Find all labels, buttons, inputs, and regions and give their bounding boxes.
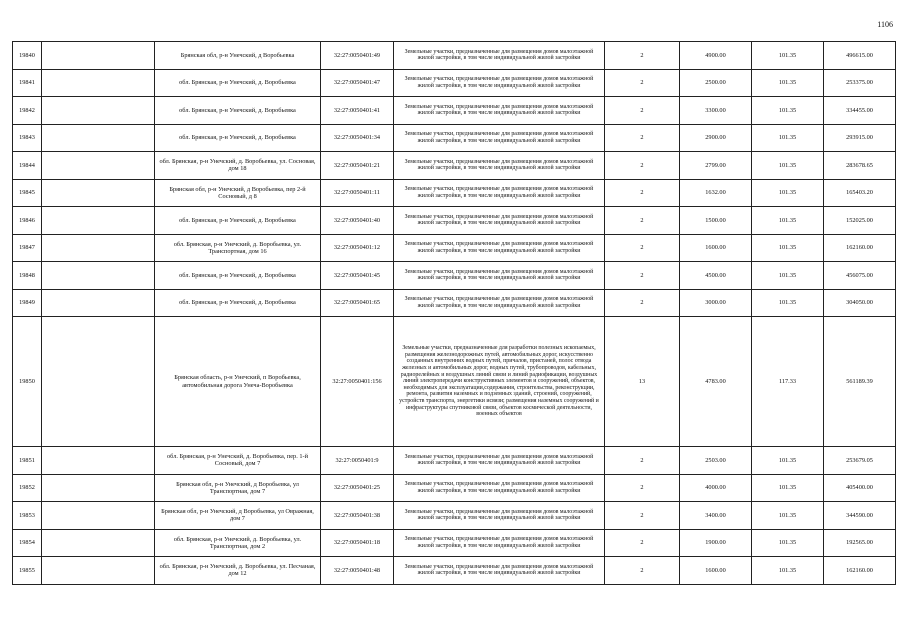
address-cell: обл. Брянская, р-н Унечский, д. Воробьевка, ул. Сосновая, дом 18 bbox=[155, 152, 321, 180]
cadastral-value-cell: 344590.00 bbox=[824, 502, 896, 530]
table-row bbox=[13, 502, 896, 530]
land-use-cell: Земельные участки, предназначенные для размещения домов малоэтажной жилой застройки, в том числе индивидуальной жилой застройки bbox=[394, 289, 605, 317]
land-use-cell: Земельные участки, предназначенные для размещения домов малоэтажной жилой застройки, в том числе индивидуальной жилой застройки bbox=[394, 42, 605, 70]
table-row bbox=[13, 529, 896, 557]
cadastral-number-cell: 32:27:0050401:48 bbox=[321, 557, 394, 585]
address-cell: обл. Брянская, р-н Унечский, д. Воробьевка, пер. 1-й Сосновый, дом 7 bbox=[155, 447, 321, 475]
row-number: 19854 bbox=[13, 529, 42, 557]
area-cell: 3000.00 bbox=[680, 289, 752, 317]
area-cell: 1900.00 bbox=[680, 529, 752, 557]
rate-cell: 101.35 bbox=[752, 289, 824, 317]
cadastral-number-cell: 32:27:0050401:47 bbox=[321, 69, 394, 97]
group-cell: 2 bbox=[605, 97, 680, 125]
spacer-cell bbox=[42, 152, 155, 180]
land-use-cell: Земельные участки, предназначенные для размещения домов малоэтажной жилой застройки, в том числе индивидуальной жилой застройки bbox=[394, 474, 605, 502]
row-number: 19847 bbox=[13, 234, 42, 262]
area-cell: 4900.00 bbox=[680, 42, 752, 70]
land-registry-table bbox=[12, 41, 896, 585]
area-cell: 2900.00 bbox=[680, 124, 752, 152]
group-cell: 2 bbox=[605, 502, 680, 530]
rate-cell: 101.35 bbox=[752, 124, 824, 152]
land-use-cell: Земельные участки, предназначенные для разработки полезных ископаемых, размещения железнодорожных путей, автомобильных дорог, искусственно созданных внутренних водных путей, причалов, пристаней, полос отвода железных и автомобильных дорог, водных путей, трубопроводов, кабельных, радиорелейных и воздушных линий связи и линий радиофикации, воздушных линий электропередачи конструктивных элементов и сооружений, объектов, необходимых для эксплуатации,содержания, строительства, реконструкции, ремонта, развития наземных и подземных зданий, строений, сооружений, устройств транспорта, энергетики исвязи; размещения наземных сооружений и инфраструктуры спутниковой связи, объектов космической деятельности, военных объектов bbox=[394, 317, 605, 447]
address-cell: обл. Брянская, р-н Унечский, д. Воробьевка bbox=[155, 207, 321, 235]
spacer-cell bbox=[42, 317, 155, 447]
rate-cell: 101.35 bbox=[752, 234, 824, 262]
address-cell: обл. Брянская, р-н Унечский, д. Воробьевка, ул. Песчаная, дом 12 bbox=[155, 557, 321, 585]
cadastral-number-cell: 32:27:0050401:156 bbox=[321, 317, 394, 447]
land-use-cell: Земельные участки, предназначенные для размещения домов малоэтажной жилой застройки, в том числе индивидуальной жилой застройки bbox=[394, 97, 605, 125]
land-use-cell: Земельные участки, предназначенные для размещения домов малоэтажной жилой застройки, в том числе индивидуальной жилой застройки bbox=[394, 234, 605, 262]
table-row bbox=[13, 557, 896, 585]
cadastral-number-cell: 32:27:0050401:21 bbox=[321, 152, 394, 180]
group-cell: 2 bbox=[605, 69, 680, 97]
cadastral-value-cell: 304050.00 bbox=[824, 289, 896, 317]
address-cell: обл. Брянская, р-н Унечский, д. Воробьевка bbox=[155, 69, 321, 97]
table-row bbox=[13, 262, 896, 290]
cadastral-value-cell: 162160.00 bbox=[824, 557, 896, 585]
area-cell: 4500.00 bbox=[680, 262, 752, 290]
rate-cell: 117.33 bbox=[752, 317, 824, 447]
table-row bbox=[13, 474, 896, 502]
row-number: 19853 bbox=[13, 502, 42, 530]
spacer-cell bbox=[42, 207, 155, 235]
row-number: 19846 bbox=[13, 207, 42, 235]
table-row bbox=[13, 97, 896, 125]
group-cell: 2 bbox=[605, 207, 680, 235]
area-cell: 2500.00 bbox=[680, 69, 752, 97]
cadastral-value-cell: 496615.00 bbox=[824, 42, 896, 70]
group-cell: 2 bbox=[605, 262, 680, 290]
address-cell: Брянская обл, р-н Унечский, д Воробьевка, ул Овражная, дом 7 bbox=[155, 502, 321, 530]
spacer-cell bbox=[42, 69, 155, 97]
cadastral-number-cell: 32:27:0050401:18 bbox=[321, 529, 394, 557]
land-use-cell: Земельные участки, предназначенные для размещения домов малоэтажной жилой застройки, в том числе индивидуальной жилой застройки bbox=[394, 262, 605, 290]
cadastral-number-cell: 32:27:0050401:9 bbox=[321, 447, 394, 475]
table-row bbox=[13, 179, 896, 207]
cadastral-number-cell: 32:27:0050401:41 bbox=[321, 97, 394, 125]
spacer-cell bbox=[42, 42, 155, 70]
cadastral-number-cell: 32:27:0050401:25 bbox=[321, 474, 394, 502]
land-use-cell: Земельные участки, предназначенные для размещения домов малоэтажной жилой застройки, в том числе индивидуальной жилой застройки bbox=[394, 529, 605, 557]
group-cell: 2 bbox=[605, 124, 680, 152]
area-cell: 3300.00 bbox=[680, 97, 752, 125]
cadastral-number-cell: 32:27:0050401:11 bbox=[321, 179, 394, 207]
spacer-cell bbox=[42, 289, 155, 317]
cadastral-value-cell: 152025.00 bbox=[824, 207, 896, 235]
cadastral-number-cell: 32:27:0050401:12 bbox=[321, 234, 394, 262]
rate-cell: 101.35 bbox=[752, 502, 824, 530]
area-cell: 1600.00 bbox=[680, 557, 752, 585]
address-cell: Брянская обл, р-н Унечский, д Воробьевка, ул Транспортная, дом 7 bbox=[155, 474, 321, 502]
spacer-cell bbox=[42, 179, 155, 207]
address-cell: Брянская обл, р-н Унечский, д Воробьевка bbox=[155, 42, 321, 70]
spacer-cell bbox=[42, 474, 155, 502]
land-use-cell: Земельные участки, предназначенные для размещения домов малоэтажной жилой застройки, в том числе индивидуальной жилой застройки bbox=[394, 447, 605, 475]
cadastral-number-cell: 32:27:0050401:40 bbox=[321, 207, 394, 235]
land-use-cell: Земельные участки, предназначенные для размещения домов малоэтажной жилой застройки, в том числе индивидуальной жилой застройки bbox=[394, 69, 605, 97]
cadastral-value-cell: 165403.20 bbox=[824, 179, 896, 207]
row-number: 19841 bbox=[13, 69, 42, 97]
cadastral-value-cell: 561189.39 bbox=[824, 317, 896, 447]
table-body bbox=[13, 42, 896, 585]
rate-cell: 101.35 bbox=[752, 179, 824, 207]
rate-cell: 101.35 bbox=[752, 447, 824, 475]
land-use-cell: Земельные участки, предназначенные для размещения домов малоэтажной жилой застройки, в том числе индивидуальной жилой застройки bbox=[394, 179, 605, 207]
group-cell: 2 bbox=[605, 474, 680, 502]
table-row bbox=[13, 289, 896, 317]
row-number: 19852 bbox=[13, 474, 42, 502]
area-cell: 1500.00 bbox=[680, 207, 752, 235]
spacer-cell bbox=[42, 529, 155, 557]
group-cell: 13 bbox=[605, 317, 680, 447]
address-cell: обл. Брянская, р-н Унечский, д. Воробьевка bbox=[155, 124, 321, 152]
group-cell: 2 bbox=[605, 42, 680, 70]
cadastral-number-cell: 32:27:0050401:49 bbox=[321, 42, 394, 70]
cadastral-number-cell: 32:27:0050401:38 bbox=[321, 502, 394, 530]
address-cell: Брянская область, р-н Унечский, п Воробьевка, автомобильная дорога Унеча-Воробьевка bbox=[155, 317, 321, 447]
row-number: 19843 bbox=[13, 124, 42, 152]
table-row bbox=[13, 152, 896, 180]
table-row bbox=[13, 207, 896, 235]
row-number: 19840 bbox=[13, 42, 42, 70]
group-cell: 2 bbox=[605, 557, 680, 585]
group-cell: 2 bbox=[605, 447, 680, 475]
group-cell: 2 bbox=[605, 529, 680, 557]
group-cell: 2 bbox=[605, 289, 680, 317]
table-row bbox=[13, 317, 896, 447]
rate-cell: 101.35 bbox=[752, 262, 824, 290]
row-number: 19845 bbox=[13, 179, 42, 207]
cadastral-value-cell: 253679.05 bbox=[824, 447, 896, 475]
area-cell: 3400.00 bbox=[680, 502, 752, 530]
table-row bbox=[13, 234, 896, 262]
rate-cell: 101.35 bbox=[752, 207, 824, 235]
spacer-cell bbox=[42, 97, 155, 125]
cadastral-value-cell: 192565.00 bbox=[824, 529, 896, 557]
cadastral-value-cell: 293915.00 bbox=[824, 124, 896, 152]
rate-cell: 101.35 bbox=[752, 42, 824, 70]
table-row bbox=[13, 124, 896, 152]
cadastral-value-cell: 456075.00 bbox=[824, 262, 896, 290]
rate-cell: 101.35 bbox=[752, 474, 824, 502]
address-cell: обл. Брянская, р-н Унечский, д. Воробьевка, ул. Транспортная, дом 16 bbox=[155, 234, 321, 262]
area-cell: 2799.00 bbox=[680, 152, 752, 180]
row-number: 19851 bbox=[13, 447, 42, 475]
table-row bbox=[13, 447, 896, 475]
row-number: 19850 bbox=[13, 317, 42, 447]
land-use-cell: Земельные участки, предназначенные для размещения домов малоэтажной жилой застройки, в том числе индивидуальной жилой застройки bbox=[394, 557, 605, 585]
address-cell: обл. Брянская, р-н Унечский, д. Воробьевка bbox=[155, 262, 321, 290]
rate-cell: 101.35 bbox=[752, 97, 824, 125]
cadastral-number-cell: 32:27:0050401:34 bbox=[321, 124, 394, 152]
area-cell: 1632.00 bbox=[680, 179, 752, 207]
spacer-cell bbox=[42, 447, 155, 475]
row-number: 19844 bbox=[13, 152, 42, 180]
area-cell: 1600.00 bbox=[680, 234, 752, 262]
land-use-cell: Земельные участки, предназначенные для размещения домов малоэтажной жилой застройки, в том числе индивидуальной жилой застройки bbox=[394, 207, 605, 235]
group-cell: 2 bbox=[605, 152, 680, 180]
cadastral-value-cell: 283678.65 bbox=[824, 152, 896, 180]
spacer-cell bbox=[42, 557, 155, 585]
address-cell: обл. Брянская, р-н Унечский, д. Воробьевка bbox=[155, 289, 321, 317]
land-use-cell: Земельные участки, предназначенные для размещения домов малоэтажной жилой застройки, в том числе индивидуальной жилой застройки bbox=[394, 152, 605, 180]
area-cell: 4783.00 bbox=[680, 317, 752, 447]
rate-cell: 101.35 bbox=[752, 69, 824, 97]
row-number: 19855 bbox=[13, 557, 42, 585]
rate-cell: 101.35 bbox=[752, 152, 824, 180]
page-number: 1106 bbox=[877, 20, 893, 29]
group-cell: 2 bbox=[605, 234, 680, 262]
address-cell: обл. Брянская, р-н Унечский, д. Воробьевка bbox=[155, 97, 321, 125]
spacer-cell bbox=[42, 234, 155, 262]
area-cell: 4000.00 bbox=[680, 474, 752, 502]
spacer-cell bbox=[42, 262, 155, 290]
cadastral-value-cell: 162160.00 bbox=[824, 234, 896, 262]
spacer-cell bbox=[42, 502, 155, 530]
row-number: 19848 bbox=[13, 262, 42, 290]
cadastral-value-cell: 253375.00 bbox=[824, 69, 896, 97]
cadastral-value-cell: 405400.00 bbox=[824, 474, 896, 502]
rate-cell: 101.35 bbox=[752, 529, 824, 557]
land-use-cell: Земельные участки, предназначенные для размещения домов малоэтажной жилой застройки, в том числе индивидуальной жилой застройки bbox=[394, 124, 605, 152]
table-row bbox=[13, 69, 896, 97]
land-use-cell: Земельные участки, предназначенные для размещения домов малоэтажной жилой застройки, в том числе индивидуальной жилой застройки bbox=[394, 502, 605, 530]
cadastral-value-cell: 334455.00 bbox=[824, 97, 896, 125]
cadastral-number-cell: 32:27:0050401:45 bbox=[321, 262, 394, 290]
rate-cell: 101.35 bbox=[752, 557, 824, 585]
row-number: 19842 bbox=[13, 97, 42, 125]
area-cell: 2503.00 bbox=[680, 447, 752, 475]
address-cell: обл. Брянская, р-н Унечский, д. Воробьевка, ул. Транспортная, дом 2 bbox=[155, 529, 321, 557]
cadastral-number-cell: 32:27:0050401:65 bbox=[321, 289, 394, 317]
group-cell: 2 bbox=[605, 179, 680, 207]
table-row bbox=[13, 42, 896, 70]
address-cell: Брянская обл, р-н Унечский, д Воробьевка, пер 2-й Сосновый, д 8 bbox=[155, 179, 321, 207]
spacer-cell bbox=[42, 124, 155, 152]
row-number: 19849 bbox=[13, 289, 42, 317]
